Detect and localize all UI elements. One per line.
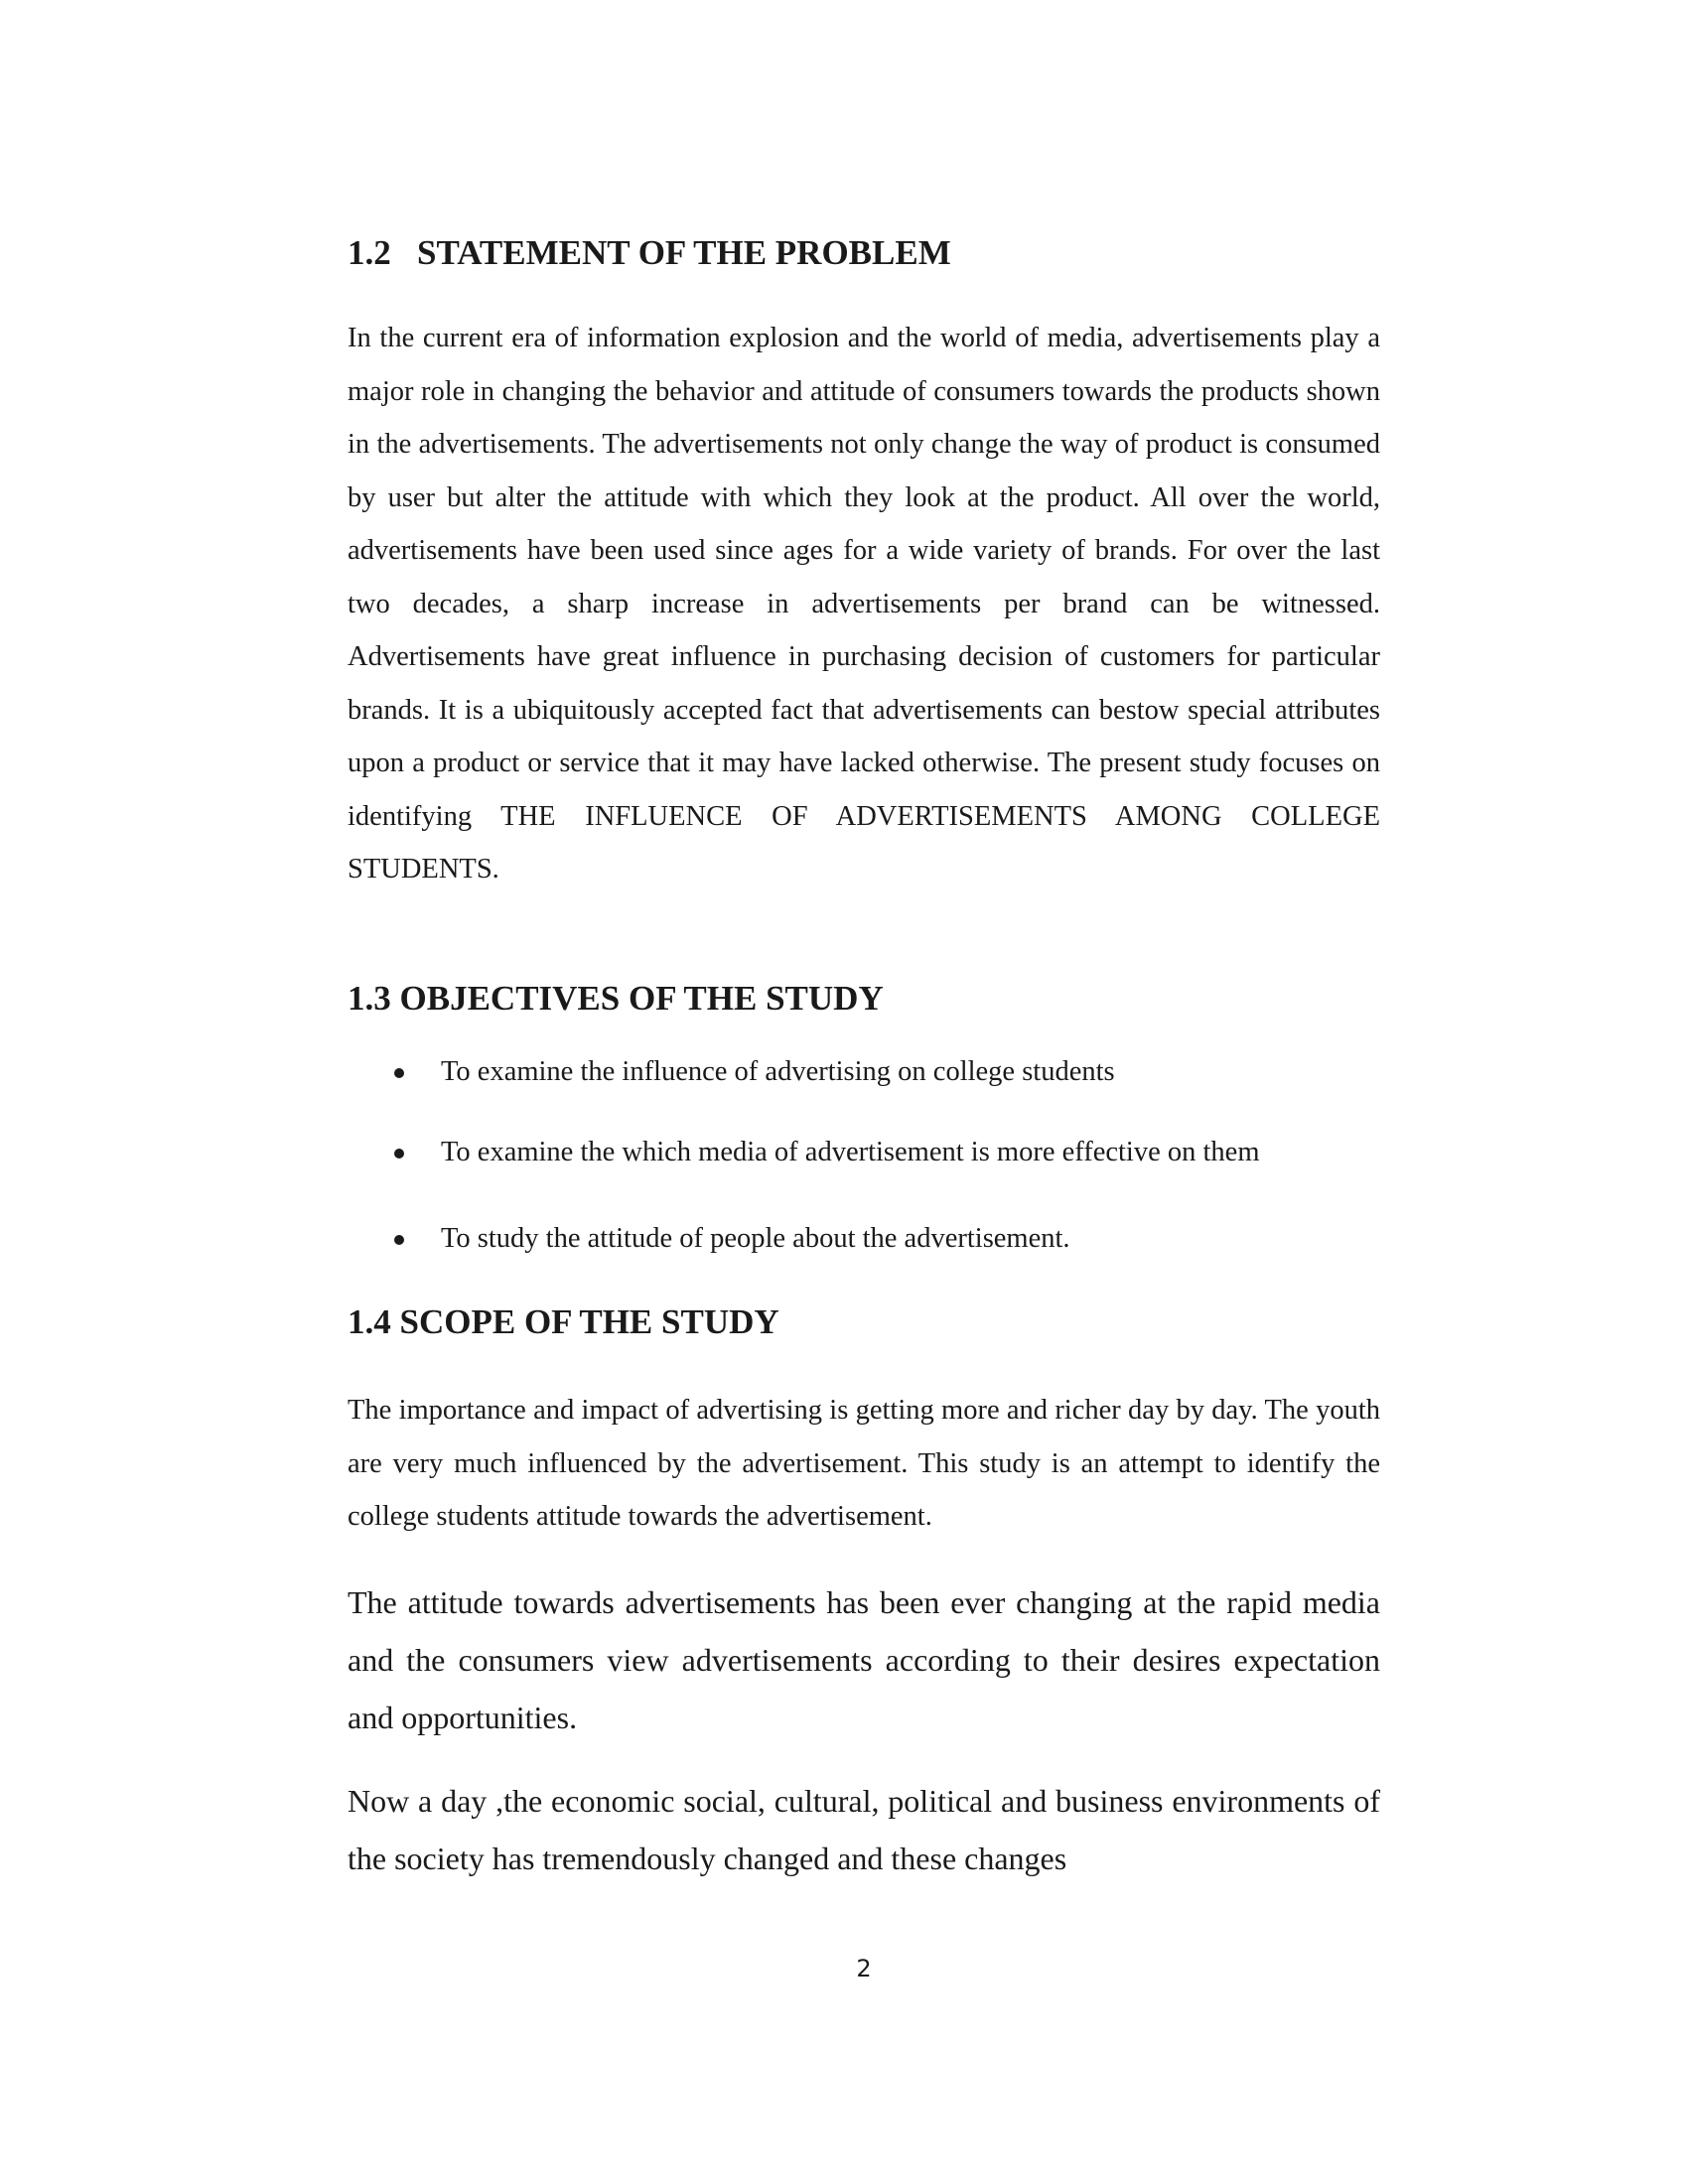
- bullet-icon: [394, 1068, 404, 1078]
- section-heading-scope: 1.4 SCOPE OF THE STUDY: [348, 1302, 779, 1341]
- objective-text: To examine the which media of advertisement is more effective on them: [441, 1137, 1260, 1167]
- objective-text: To examine the influence of advertising on college students: [441, 1056, 1115, 1087]
- objective-text: To study the attitude of people about the advertisement.: [441, 1223, 1070, 1254]
- scope-paragraph: Now a day ,the economic social, cultural, political and business environments of the society has tremendously changed and these changes: [348, 1783, 1380, 1876]
- section-heading-statement-of-problem: 1.2 STATEMENT OF THE PROBLEM: [348, 233, 951, 272]
- document-page: [348, 0, 1380, 2184]
- scope-paragraph: The importance and impact of advertising is getting more and richer day by day. The youth are very much influenced by the advertisement. This study is an attempt to identify the college students attitude towards the advertisement.: [348, 1395, 1380, 1532]
- bullet-icon: [394, 1149, 404, 1159]
- section-heading-objectives: 1.3 OBJECTIVES OF THE STUDY: [348, 979, 884, 1018]
- bullet-icon: [394, 1235, 404, 1245]
- problem-statement-paragraph: In the current era of information explosion and the world of media, advertisements play a major role in changing the behavior and attitude of consumers towards the products shown in the advertisements. The advertisements not only change the way of product is consumed by user but alter the attitude with which they look at the product. All over the world, advertisements have been used since ages for a wide variety of brands. For over the last two decades, a sharp increase in advertisements per brand can be witnessed. Advertisements have great influence in purchasing decision of customers for particular brands. It is a ubiquitously accepted fact that advertisements can bestow special attributes upon a product or service that it may have lacked otherwise. The present study focuses on identifying THE INFLUENCE OF ADVERTISEMENTS AMONG COLLEGE STUDENTS.: [348, 323, 1380, 885]
- scope-paragraph: The attitude towards advertisements has been ever changing at the rapid media and the consumers view advertisements according to their desires expectation and opportunities.: [348, 1584, 1380, 1735]
- page-number: 2: [856, 1955, 872, 1982]
